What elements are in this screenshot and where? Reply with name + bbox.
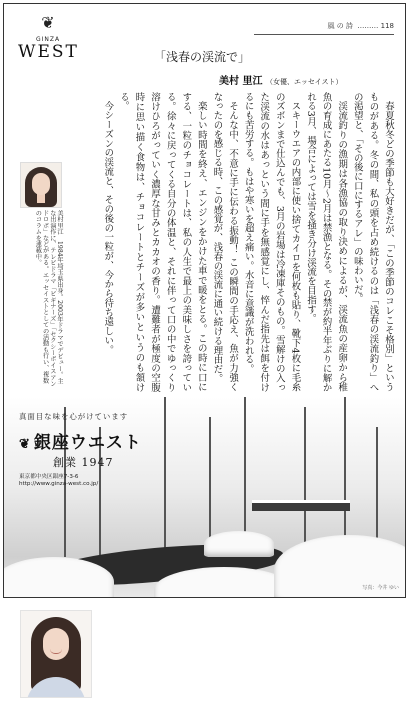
crest-icon: ❦ [19, 437, 31, 452]
essay-paragraph: 楽しい時間を終え、エンジンをかけた車で暖をとる。この時に口にする、一粒のチョコレートは、私の人生で最上の美味しさを誇っている。徐々に戻ってくる自分の体温と、それに伴って口の中でゆっくり溶けひろがっていく濃厚な甘みとカカオの香り。遭難者が極度の空腹時に思い描く食物は、チョコレートとチーズが多いというのも頷ける。 [117, 92, 207, 392]
ad-brand-name: 銀座ウエスト [33, 433, 142, 453]
series-label: 風 の 詩 [327, 22, 353, 30]
ad-brand [19, 428, 169, 453]
essay-title: 「浅春の渓流で」 [154, 50, 251, 64]
series-header: 風 の 詩 ……… 118 [254, 20, 394, 35]
essay-body [66, 92, 396, 392]
essay-author [219, 72, 343, 87]
essay-paragraph: 渓流釣りの漁期は各漁協の取り決めによるが、渓流魚の産卵から稚魚の育成にあたる10月～2月は禁漁となる。その禁が約半年ぶりに解かれる3月、場合によっては雪を掻き分け渓流を目指す。 [305, 92, 348, 392]
logo-west-text: WEST [18, 42, 79, 62]
crest-icon: ❦ [41, 13, 55, 32]
essay-paragraph: 春夏秋冬どの季節も大好きだが、「この季節のコレこそ格別」というものがある。冬の間、私の頭を占め続けるのは「浅春の渓流釣り」への渇望と、「その後に口にするアレ」の味わいだ。 [351, 92, 394, 392]
author-portrait [20, 162, 62, 208]
author-bio: 美村里江 1984年埼玉県出身。2003年ドラマでデビュー。主な出演作に、テレビドラマ「ビギナーズ」「セクシーボイスアンドロボ」などがある。エッセイストとしての活動も行い、複数のコラムを連載中。 [34, 210, 63, 387]
footbridge [252, 500, 350, 511]
ginza-west-logo [18, 14, 78, 74]
author-photo-thumbnail[interactable] [20, 610, 92, 698]
essay-paragraph: そんな中、不意に手に伝わる振動！ この瞬間の手応え、魚が力強くなったのを感じる時、この感覚が、浅春の渓流に通い続ける理由だ。 [211, 92, 239, 392]
essay-paragraph: スキーウエアの内部に使い捨てカイロを何枚も貼り、靴下4枚に毛糸のズボンまで仕込んでも、3月の岩場は冷凍庫そのもの。雪解けの入った渓流の水はあっという間に手を無感覚にし、悴んだ指先は餌を付けるにも苦労する。もはや寒いを超え痛い。水音に意識が洗われる。 [242, 92, 301, 392]
series-number: 118 [380, 22, 394, 30]
author-role: （女優、エッセイスト） [265, 78, 343, 86]
ad-address: 東京都中央区銀座7-3-6 [19, 474, 79, 480]
logo-ginza-text: GINZA [35, 36, 61, 43]
west-advertisement [19, 411, 169, 488]
ad-address-block [19, 474, 169, 488]
ad-since: 創業 1947 [53, 456, 114, 469]
ad-url[interactable]: http://www.ginza-west.co.jp/ [19, 481, 99, 487]
newsletter-page [3, 3, 406, 598]
ad-tagline: 真面目な味を心がけています [19, 412, 129, 421]
author-name: 美村 里江 [219, 76, 263, 87]
essay-paragraph: 今シーズンの渓流と、その後の一粒が、今から待ち遠しい。 [102, 101, 114, 355]
photo-credit: 写真：今井 ゆい [362, 585, 399, 591]
